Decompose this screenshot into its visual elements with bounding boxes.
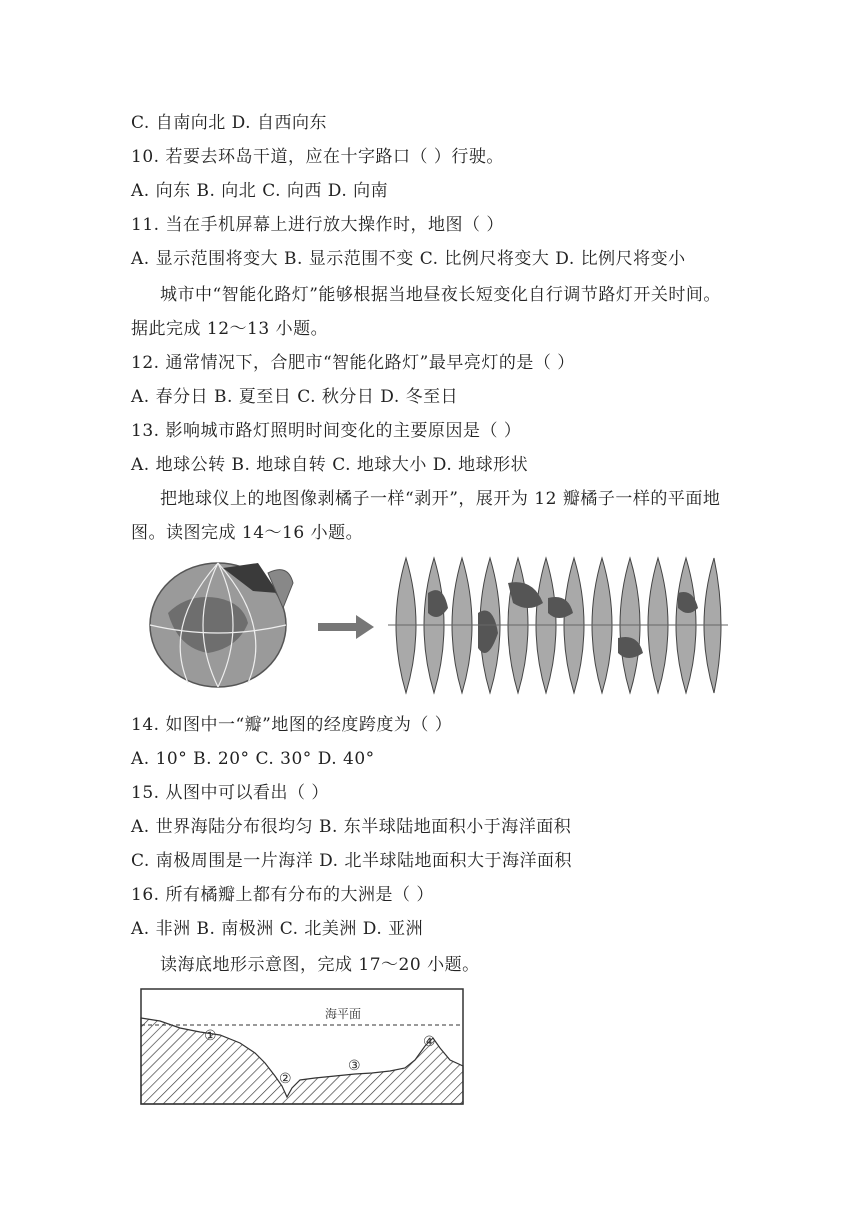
arrow-icon: [318, 615, 374, 639]
text-line: 11. 当在手机屏幕上进行放大操作时，地图（ ）: [131, 215, 504, 235]
text-line: A. 地球公转 B. 地球自转 C. 地球大小 D. 地球形状: [131, 455, 529, 475]
marker-2: ②: [279, 1071, 292, 1087]
globe-illustration: [150, 563, 293, 687]
text-line: 图。读图完成 14～16 小题。: [131, 523, 364, 543]
text-line: 12. 通常情况下，合肥市“智能化路灯”最早亮灯的是（ ）: [131, 353, 575, 373]
marker-4: ④: [423, 1034, 436, 1050]
text-line: 城市中“智能化路灯”能够根据当地昼夜长短变化自行调节路灯开关时间。: [160, 285, 721, 305]
globe-peel-figure: [148, 553, 728, 703]
marker-1: ①: [204, 1028, 217, 1044]
text-line: C. 南极周围是一片海洋 D. 北半球陆地面积大于海洋面积: [131, 851, 572, 871]
marker-3: ③: [348, 1058, 361, 1074]
text-line: A. 春分日 B. 夏至日 C. 秋分日 D. 冬至日: [131, 387, 459, 407]
sea-level-label: 海平面: [325, 1007, 362, 1021]
text-line: 14. 如图中一“瓣”地图的经度跨度为（ ）: [131, 715, 453, 735]
text-line: A. 10° B. 20° C. 30° D. 40°: [131, 749, 375, 769]
text-line: 据此完成 12～13 小题。: [131, 319, 329, 339]
text-line: C. 自南向北 D. 自西向东: [131, 113, 327, 133]
text-line: 读海底地形示意图，完成 17～20 小题。: [160, 955, 480, 975]
text-line: A. 显示范围将变大 B. 显示范围不变 C. 比例尺将变大 D. 比例尺将变小: [131, 249, 686, 269]
text-line: 15. 从图中可以看出（ ）: [131, 783, 329, 803]
text-line: 13. 影响城市路灯照明时间变化的主要原因是（ ）: [131, 421, 522, 441]
seafloor-diagram: [140, 988, 465, 1106]
text-line: 10. 若要去环岛干道，应在十字路口（ ）行驶。: [131, 147, 504, 167]
text-line: A. 向东 B. 向北 C. 向西 D. 向南: [131, 181, 389, 201]
text-line: 把地球仪上的地图像剥橘子一样“剥开”，展开为 12 瓣橘子一样的平面地: [160, 489, 721, 509]
text-line: A. 世界海陆分布很均匀 B. 东半球陆地面积小于海洋面积: [131, 817, 572, 837]
text-line: A. 非洲 B. 南极洲 C. 北美洲 D. 亚洲: [131, 919, 424, 939]
text-line: 16. 所有橘瓣上都有分布的大洲是（ ）: [131, 885, 434, 905]
